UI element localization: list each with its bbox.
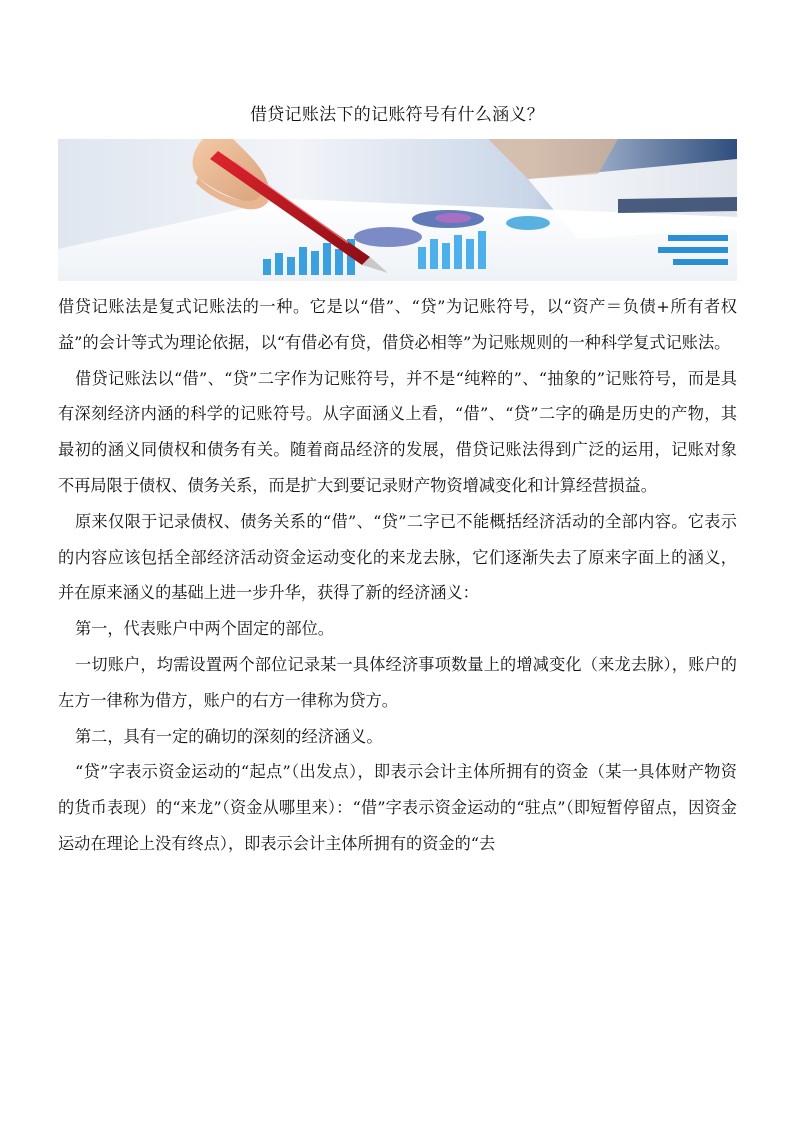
paragraph-4: 第一，代表账户中两个固定的部位。 (75, 619, 334, 639)
paragraph-7: “贷”字表示资金运动的“起点”（出发点），即表示会计主体所拥有的资金（某一具体财产物资的货币表现）的“来龙”（资金从哪里来）：“借”字表示资金运动的“驻点”（即短暂停留点，因资金运动在理论上没有终点），即表示会计主体所拥有的资金的“去 (58, 762, 737, 853)
paragraph-5: 一切账户，均需设置两个部位记录某一具体经济事项数量上的增减变化（来龙去脉），账户的左方一律称为借方，账户的右方一律称为贷方。 (58, 654, 737, 710)
paragraph-2: 借贷记账法以“借”、“贷”二字作为记账符号，并不是“纯粹的”、“抽象的”记账符号，而是具有深刻经济内涵的科学的记账符号。从字面涵义上看，“借”、“贷”二字的确是历史的产物，其最初的涵义同债权和债务有关。随着商品经济的发展，借贷记账法得到广泛的运用，记账对象不再局限于债权、债务关系，而是扩大到要记录财产物资增减变化和计算经营损益。 (58, 368, 737, 495)
paragraph-3: 原来仅限于记录债权、债务关系的“借”、“贷”二字已不能概括经济活动的全部内容。它表示的内容应该包括全部经济活动资金运动变化的来龙去脉，它们逐渐失去了原来字面上的涵义，并在原来涵义的基础上进一步升华，获得了新的经济涵义： (58, 511, 737, 603)
document-body (58, 289, 737, 862)
document-title: 借贷记账法下的记账符号有什么涵义？ (249, 105, 545, 125)
banner-image (58, 139, 737, 281)
paragraph-6: 第二，具有一定的确切的深刻的经济涵义。 (75, 726, 383, 746)
paragraph-1: 借贷记账法是复式记账法的一种。它是以“借”、“贷”为记账符号，以“资产＝负债+所有者权益”的会计等式为理论依据，以“有借必有贷，借贷必相等”为记账规则的一种科学复式记账法。 (58, 297, 737, 352)
